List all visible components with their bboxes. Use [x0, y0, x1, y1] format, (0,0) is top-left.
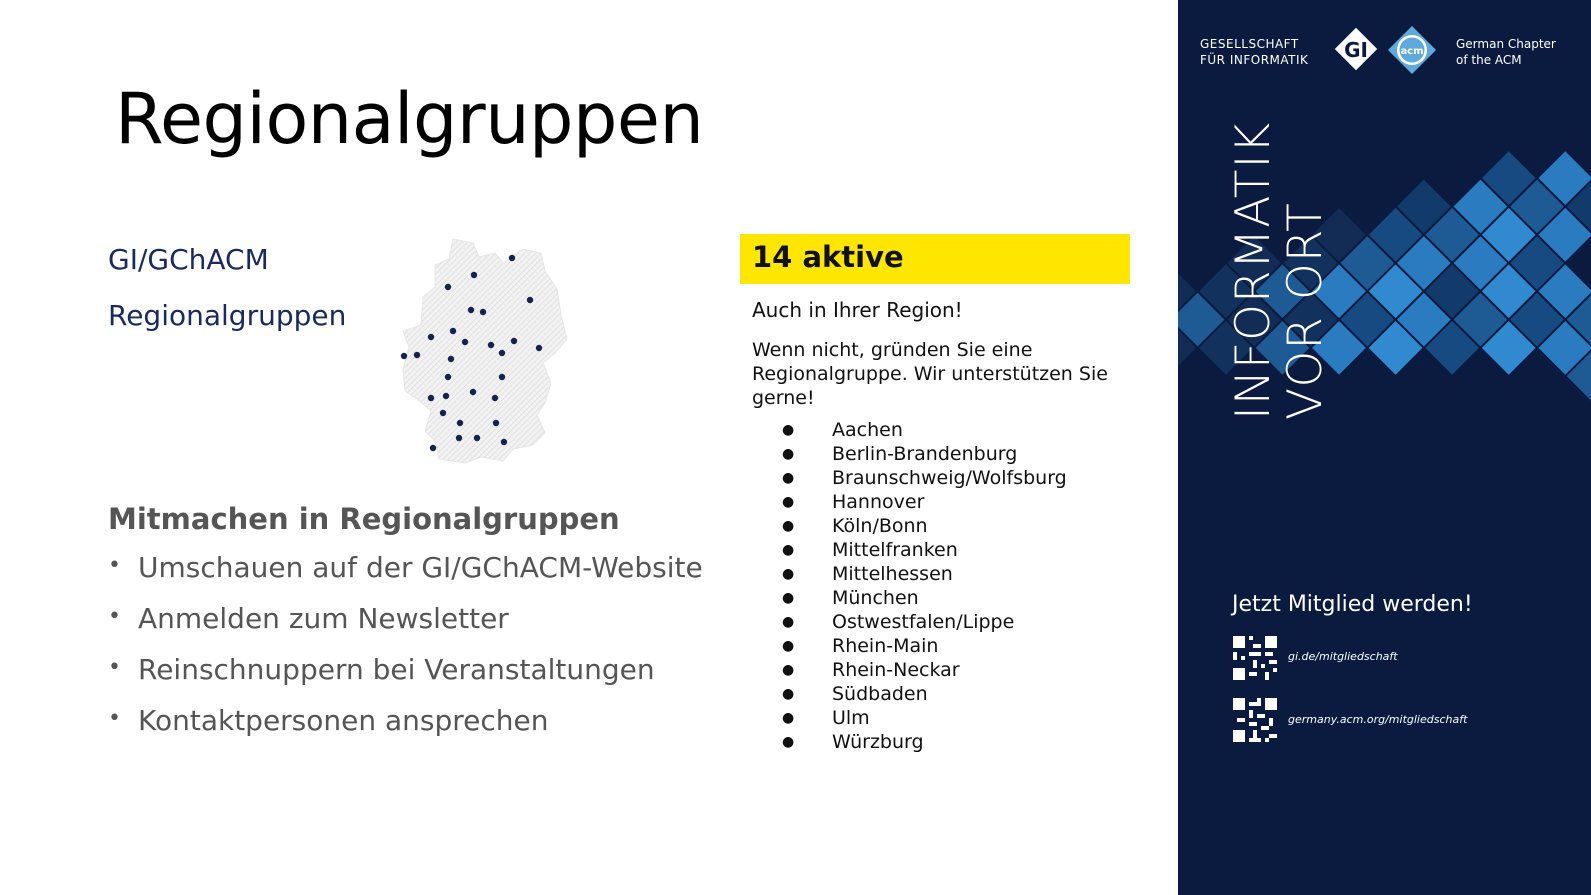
acm-wordmark: [1456, 36, 1556, 68]
list-item: • Reinschnuppern bei Veranstaltungen: [108, 644, 703, 695]
qr-code-icon[interactable]: [1233, 698, 1277, 742]
vertical-title-line-2: VOR ORT: [1278, 202, 1333, 420]
acm-text-line-2: of the ACM: [1456, 53, 1522, 67]
membership-link-acm[interactable]: germany.acm.org/mitgliedschaft: [1288, 713, 1468, 726]
acm-text-line-1: German Chapter: [1456, 37, 1556, 51]
vertical-title: [1226, 121, 1338, 420]
gi-wordmark: [1200, 36, 1308, 68]
region-item: ● Rhein-Main: [752, 634, 1132, 658]
qr-code-icon[interactable]: [1233, 636, 1277, 680]
intro-line-1: GI/GChACM: [108, 243, 269, 276]
active-count-banner: [740, 234, 1130, 284]
vertical-title-line-1: INFORMATIK: [1226, 121, 1281, 420]
page-title: Regionalgruppen: [115, 78, 704, 160]
region-item: ● Braunschweig/Wolfsburg: [752, 466, 1132, 490]
side-panel: [1178, 0, 1591, 895]
gi-text-line-1: GESELLSCHAFT: [1200, 37, 1299, 51]
region-item: ● Köln/Bonn: [752, 514, 1132, 538]
acm-logo-icon: [1386, 24, 1438, 76]
region-item: ● Mittelhessen: [752, 562, 1132, 586]
region-item: ● Mittelfranken: [752, 538, 1132, 562]
region-item: ● Ostwestfalen/Lippe: [752, 610, 1132, 634]
list-item: • Umschauen auf der GI/GChACM-Website: [108, 542, 703, 593]
mitmachen-section: [108, 502, 703, 746]
region-description: Wenn nicht, gründen Sie eine Regionalgruppe. Wir unterstützen Sie gerne!: [752, 339, 1108, 409]
intro-heading: [108, 232, 346, 344]
region-subhead: Auch in Ihrer Region!: [752, 298, 963, 322]
region-item: ● Würzburg: [752, 730, 1132, 754]
intro-line-2: Regionalgruppen: [108, 299, 347, 332]
germany-map-icon: [395, 235, 595, 475]
region-list: [752, 418, 1132, 754]
list-item: • Kontaktpersonen ansprechen: [108, 695, 703, 746]
region-item: ● München: [752, 586, 1132, 610]
banner-text: 14 aktive: [752, 240, 904, 274]
region-item: ● Berlin-Brandenburg: [752, 442, 1132, 466]
region-item: ● Südbaden: [752, 682, 1132, 706]
list-item: • Anmelden zum Newsletter: [108, 593, 703, 644]
gi-logo-icon: [1333, 26, 1379, 72]
region-item: ● Ulm: [752, 706, 1132, 730]
join-heading: Jetzt Mitglied werden!: [1232, 592, 1473, 617]
region-item: ● Aachen: [752, 418, 1132, 442]
gi-logo-text: GI: [1344, 38, 1368, 62]
mitmachen-list: [108, 542, 703, 746]
region-item: ● Hannover: [752, 490, 1132, 514]
membership-link-gi[interactable]: gi.de/mitgliedschaft: [1288, 650, 1398, 663]
region-item: ● Rhein-Neckar: [752, 658, 1132, 682]
mitmachen-heading: Mitmachen in Regionalgruppen: [108, 502, 620, 536]
gi-text-line-2: FÜR INFORMATIK: [1200, 53, 1309, 67]
region-box: [752, 298, 1132, 754]
acm-logo-text: acm: [1400, 46, 1424, 57]
